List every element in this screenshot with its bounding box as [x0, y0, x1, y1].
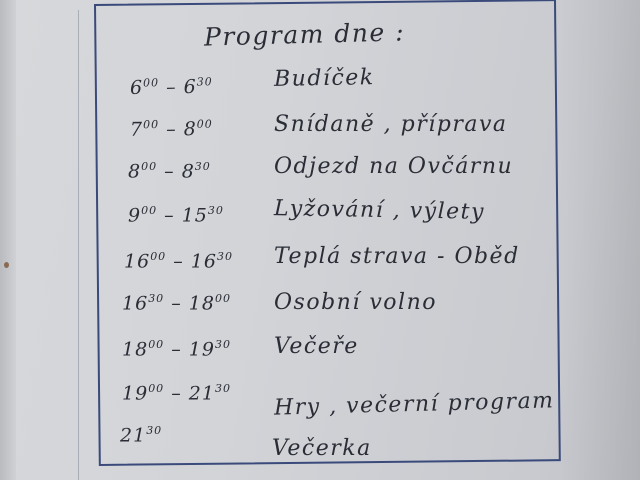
activity-label: Lyžování , výlety — [273, 196, 486, 225]
activity-label: Hry , večerní program — [273, 388, 555, 421]
end-minute: 30 — [194, 160, 211, 173]
dash: – — [173, 250, 184, 273]
start-minute: 00 — [150, 250, 167, 263]
time-range — [130, 75, 213, 99]
start-minute: 30 — [148, 292, 165, 305]
start-hour: 6 — [129, 76, 144, 100]
activity-label: Osobní volno — [274, 290, 437, 315]
time-range — [122, 382, 231, 404]
end-hour: 21 — [188, 382, 215, 405]
start-hour: 7 — [129, 118, 144, 141]
end-minute: 00 — [196, 117, 213, 131]
dash: – — [166, 118, 177, 141]
time-range — [120, 424, 162, 446]
start-minute: 00 — [142, 118, 160, 132]
start-minute: 30 — [146, 424, 163, 437]
time-range — [128, 204, 224, 226]
time-range — [128, 160, 211, 182]
page-left-edge — [0, 0, 16, 480]
dash: – — [171, 292, 182, 315]
end-hour: 6 — [183, 75, 197, 99]
dash: – — [164, 160, 175, 183]
end-hour: 8 — [183, 118, 197, 141]
end-hour: 16 — [190, 250, 217, 273]
time-range — [130, 118, 213, 141]
activity-label: Snídaně , příprava — [274, 112, 508, 137]
time-range — [122, 338, 231, 360]
activity-label: Večerka — [272, 436, 372, 461]
end-hour: 8 — [181, 160, 195, 183]
start-minute: 00 — [148, 338, 165, 351]
start-hour: 21 — [120, 424, 147, 447]
dash: – — [165, 76, 177, 99]
end-hour: 19 — [188, 338, 215, 361]
start-hour: 9 — [128, 204, 142, 227]
start-minute: 00 — [148, 382, 165, 395]
end-minute: 30 — [214, 382, 231, 395]
start-hour: 8 — [128, 160, 142, 183]
start-minute: 00 — [141, 204, 158, 217]
end-minute: 30 — [216, 250, 233, 263]
activity-label: Teplá strava - Oběd — [274, 244, 520, 269]
start-hour: 18 — [122, 338, 149, 361]
start-hour: 19 — [122, 382, 149, 405]
end-minute: 30 — [214, 338, 231, 351]
page-title: Program dne : — [203, 17, 406, 52]
end-minute: 30 — [196, 75, 213, 89]
dash: – — [164, 204, 175, 227]
dash: – — [171, 338, 182, 361]
start-hour: 16 — [122, 292, 149, 315]
time-range — [124, 250, 233, 272]
activity-label: Odjezd na Ovčárnu — [274, 154, 514, 179]
activity-label: Budíček — [273, 65, 375, 92]
end-hour: 15 — [181, 204, 208, 227]
start-minute: 00 — [142, 76, 160, 90]
paper-edge-shadow — [560, 0, 640, 480]
end-minute: 00 — [214, 292, 231, 305]
time-range — [122, 292, 231, 314]
end-hour: 18 — [188, 292, 215, 315]
end-minute: 30 — [207, 204, 224, 217]
start-hour: 16 — [124, 250, 151, 273]
activity-label: Večeře — [274, 334, 359, 359]
ink-dot — [4, 262, 9, 268]
start-minute: 00 — [141, 160, 158, 173]
dash: – — [171, 382, 182, 405]
